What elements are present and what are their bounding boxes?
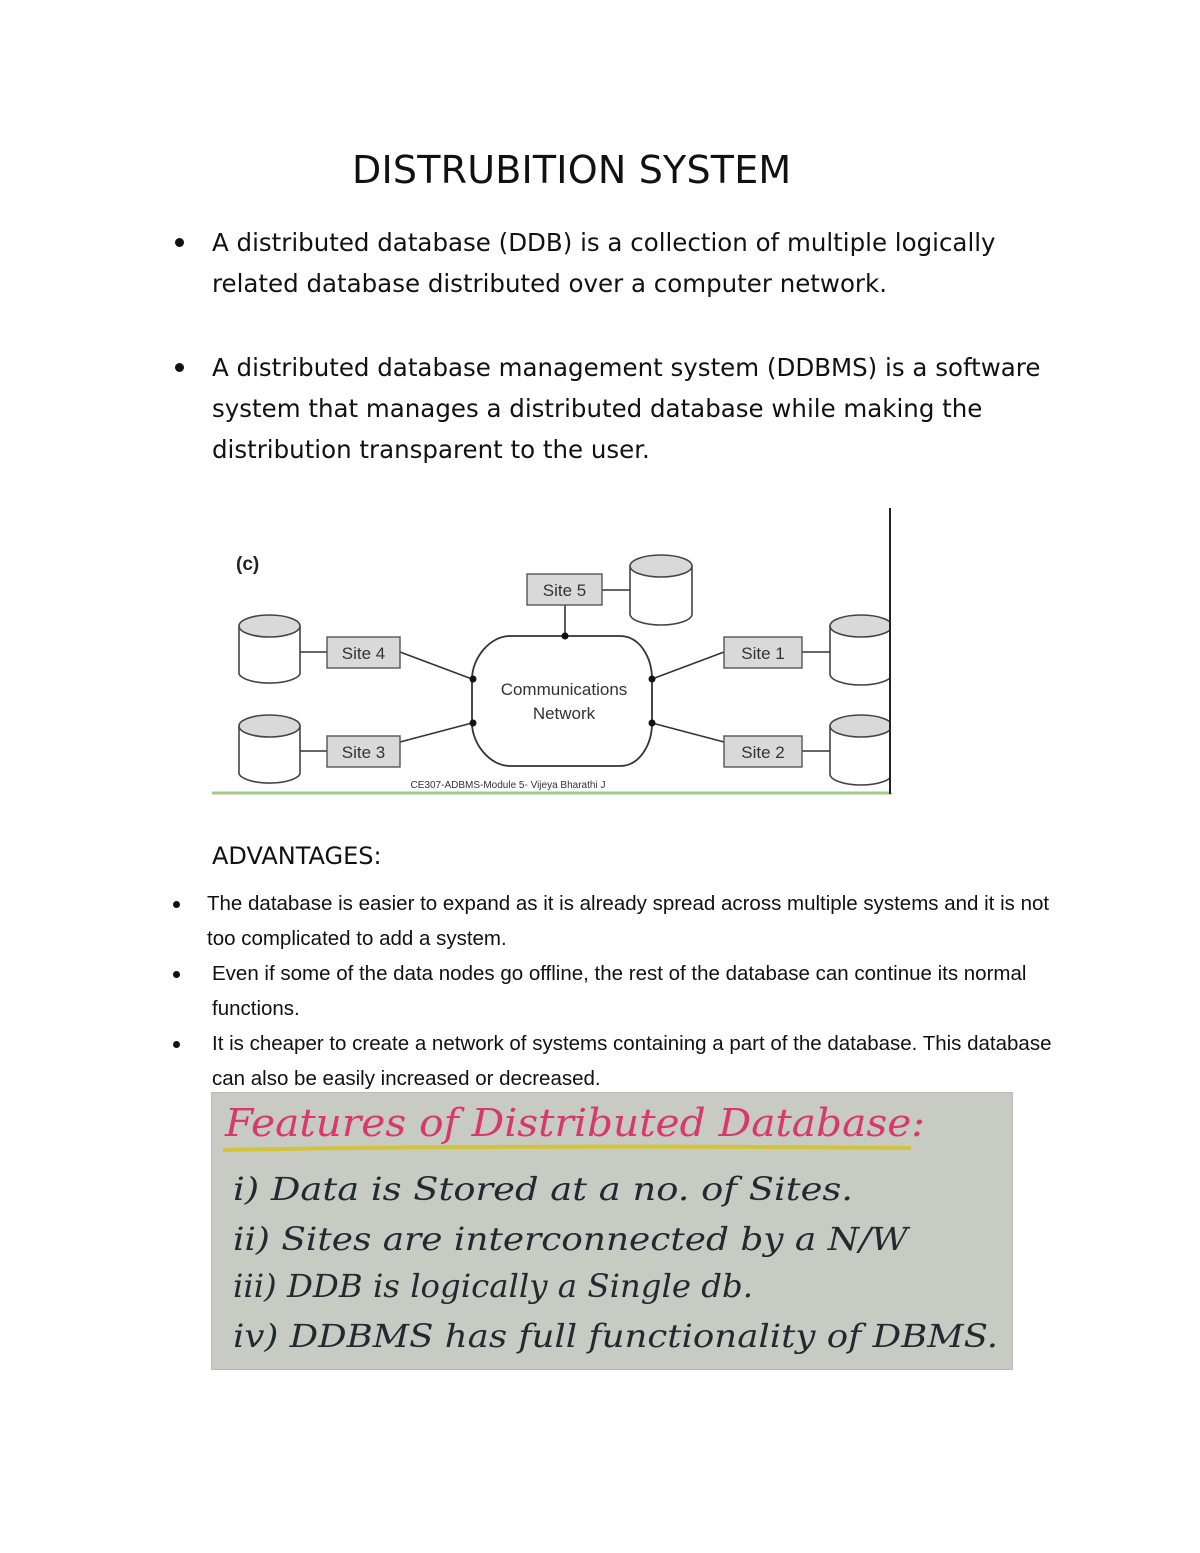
site-1-box xyxy=(724,637,802,668)
advantage-item xyxy=(212,1026,1062,1096)
network-label-line1: Communications xyxy=(500,680,628,699)
intro-point-ddb xyxy=(212,222,1042,304)
features-image xyxy=(211,1092,1013,1370)
advantage-text: Even if some of the data nodes go offline, the rest of the database can continue its normal functions. xyxy=(212,962,1027,1020)
bullet-icon xyxy=(173,1041,180,1048)
communications-network-shape xyxy=(472,636,652,766)
features-heading: Features of Distributed Database: xyxy=(223,1101,926,1145)
site-5-box xyxy=(527,574,602,605)
feature-item: iii) DDB is logically a Single db. xyxy=(233,1267,753,1305)
site-3-box xyxy=(327,736,400,767)
site-label: Site 2 xyxy=(741,743,785,762)
advantage-item xyxy=(207,886,1057,956)
database-cylinder-icon xyxy=(630,555,692,625)
network-diagram xyxy=(210,508,894,798)
advantages-heading: ADVANTAGES: xyxy=(212,842,382,870)
site-4-box xyxy=(327,637,400,668)
database-cylinder-icon xyxy=(239,615,300,683)
site-2-box xyxy=(724,736,802,767)
bullet-icon xyxy=(175,363,184,372)
network-label-line2: Network xyxy=(532,704,596,723)
diagram-footer: CE307-ADBMS-Module 5- Vijeya Bharathi J xyxy=(410,780,606,791)
diagram-label: (c) xyxy=(236,554,260,575)
database-cylinder-icon xyxy=(830,715,892,785)
bullet-icon xyxy=(173,901,180,908)
site-label: Site 4 xyxy=(341,644,386,663)
bullet-icon xyxy=(175,238,184,247)
advantage-text: It is cheaper to create a network of systems containing a part of the database. This database can also be easily increased or decreased. xyxy=(212,1032,1052,1090)
intro-point-text: A distributed database (DDB) is a collection of multiple logically related database distributed over a computer network. xyxy=(212,228,996,298)
site-label: Site 5 xyxy=(542,581,587,600)
feature-item: iv) DDBMS has full functionality of DBMS. xyxy=(233,1317,998,1355)
site-label: Site 3 xyxy=(341,743,386,762)
database-cylinder-icon xyxy=(830,615,892,685)
site-label: Site 1 xyxy=(741,644,785,663)
intro-point-ddbms xyxy=(212,347,1042,470)
advantage-text: The database is easier to expand as it is already spread across multiple systems and it is not too complicated to add a system. xyxy=(207,892,1050,950)
database-cylinder-icon xyxy=(239,715,300,783)
feature-item: i) Data is Stored at a no. of Sites. xyxy=(233,1170,853,1208)
page-title: DISTRUBITION SYSTEM xyxy=(352,148,792,192)
intro-point-text: A distributed database management system (DDBMS) is a software system that manages a distributed database while making the distribution transparent to the user. xyxy=(212,353,1041,464)
advantage-item xyxy=(212,956,1062,1026)
bullet-icon xyxy=(173,971,180,978)
feature-item: ii) Sites are interconnected by a N/W xyxy=(233,1220,912,1258)
